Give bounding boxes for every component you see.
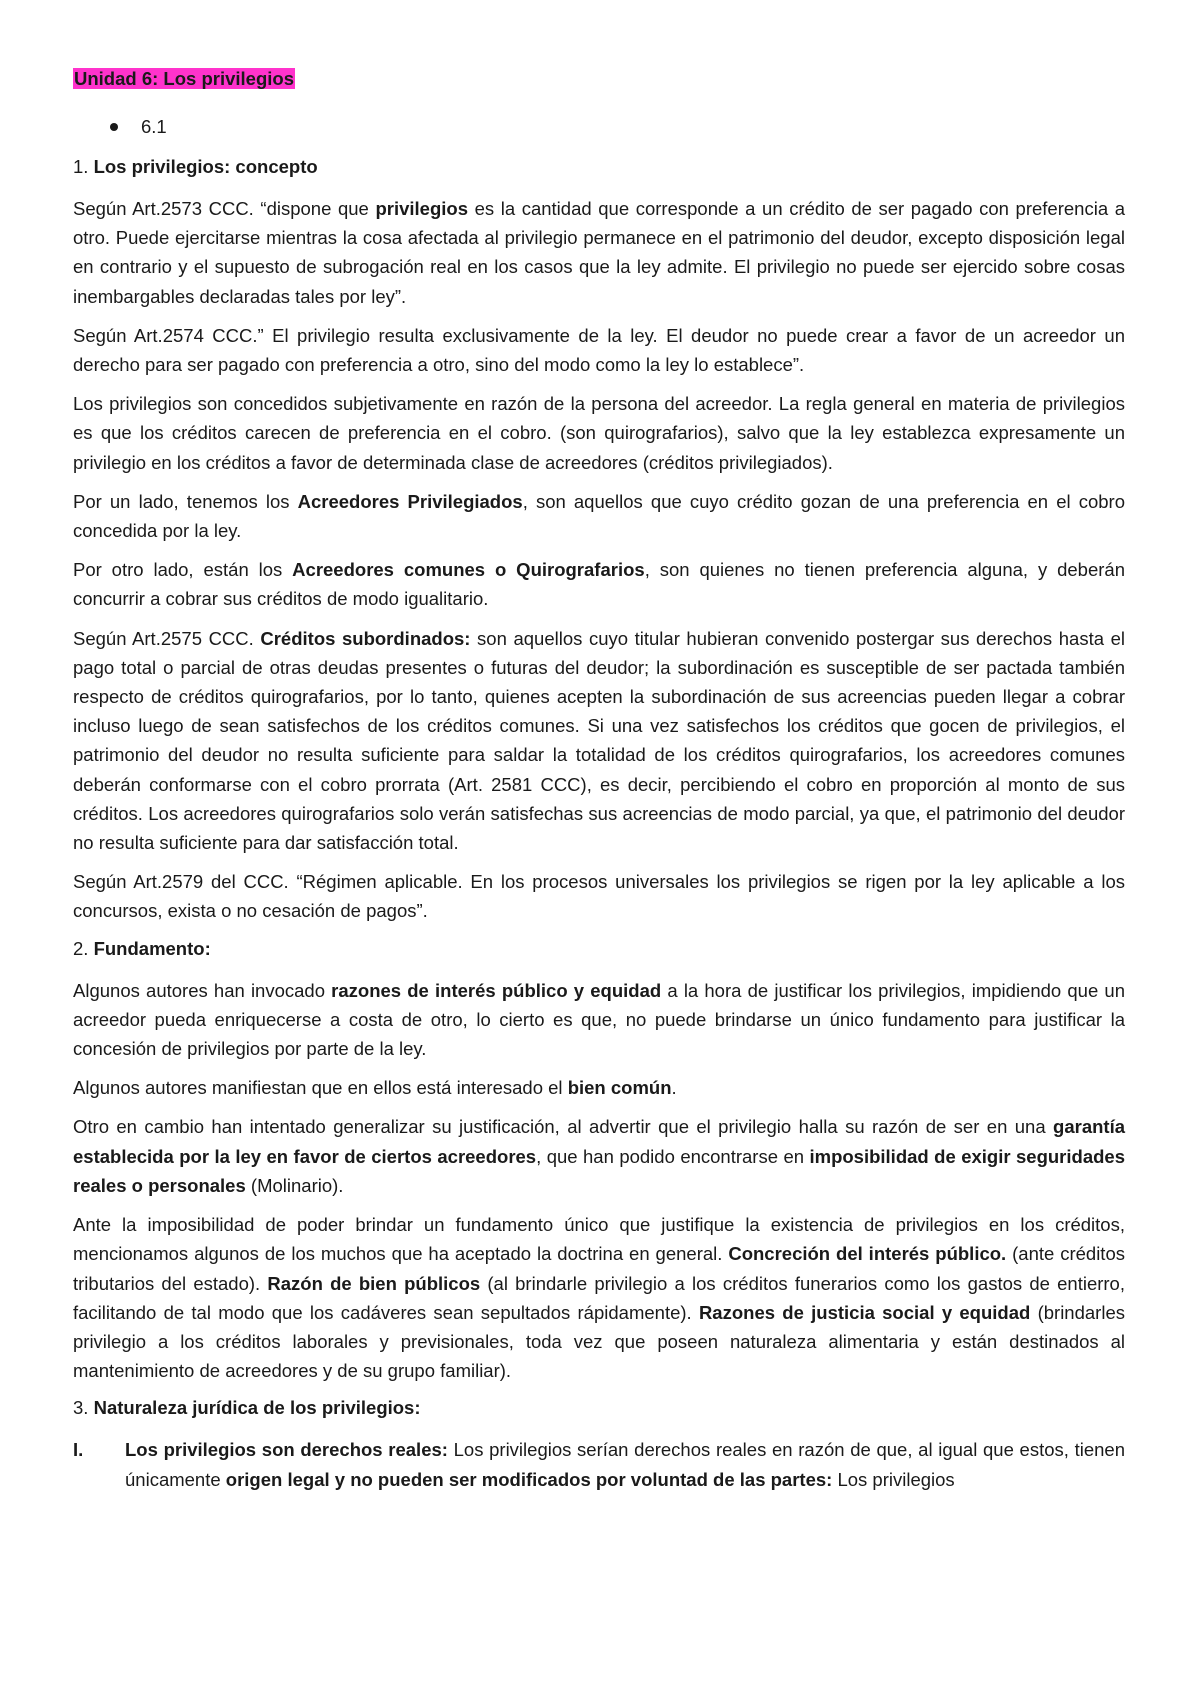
paragraph-subjective: Los privilegios son concedidos subjetivamente en razón de la persona del acreedor. La regla general en materia de privilegios es que los créditos carecen de preferencia en el cobro. (son quirografarios), salvo que la ley establezca expresamente un privilegio en los créditos a favor de determinada clase de acreedores (créditos privilegiados). [73,393,1125,473]
bold-term: Acreedores comunes o Quirografarios [292,559,645,581]
paragraph-art-2573 [73,194,1125,311]
text-run: Otro en cambio han intentado generalizar su justificación, al advertir que el privilegio halla su razón de ser en una [73,1116,1054,1138]
text-run: , son quienes no tienen preferencia alguna, y deberán concurrir a cobrar sus créditos de modo igualitario. [73,559,1125,610]
roman-numeral: I. [73,1439,84,1461]
bullet-item [73,114,1125,140]
text-run: (al brindarle privilegio a los créditos funerarios como los gastos de entierro, facilitando de tal modo que los cadáveres sean sepultados rápidamente). [73,1272,1125,1323]
paragraph-common-creditors [73,555,1125,613]
section-heading-naturaleza [73,1395,1125,1421]
text-run: Según Art.2573 CCC. “dispone que [73,198,376,219]
section-number: 3. [73,1397,94,1419]
text-run: Por otro lado, están los [73,559,293,581]
bold-term: origen legal y no pueden ser modificados por voluntad de las partes: [225,1468,833,1490]
roman-list-item [73,1435,1125,1493]
bold-term: Razones de justicia social y equidad [698,1301,1031,1323]
bold-term: Concreción del interés público. [728,1243,1007,1265]
section-number: 2. [73,937,94,959]
text-run: , son aquellos que cuyo crédito gozan de una preferencia en el cobro concedida por la ley. [73,490,1125,542]
paragraph-art-2579: Según Art.2579 del CCC. “Régimen aplicable. En los procesos universales los privilegios se rigen por la ley aplicable a los concursos, exista o no cesación de pagos”. [73,871,1125,922]
bold-term: privilegios [375,198,468,219]
unit-title [73,66,1125,92]
paragraph-bien-comun [73,1073,1125,1102]
section-title: Los privilegios: concepto [93,156,318,177]
text-run: Los privilegios serían derechos reales en razón de que, al igual que estos, tienen únicamente [125,1439,1125,1490]
paragraph-garantia [73,1112,1125,1200]
paragraph-art-2575 [73,624,1125,858]
unit-title-highlight: Unidad 6: Los privilegios [74,68,294,89]
text-run: Los privilegios [832,1468,955,1490]
section-heading-concept [73,154,1125,180]
text-run: Según Art.2575 CCC. [73,627,261,649]
text-run: , que han podido encontrarse en [536,1145,810,1167]
bullet-label: 6.1 [141,116,167,137]
paragraph-fundamentos-doctrina [73,1210,1125,1385]
text-run: a la hora de justificar los privilegios, impidiendo que un acreedor pueda enriquecerse a costa de otro, lo cierto es que, no puede brindarse un único fundamento para justificar la concesión de privilegios por parte de la ley. [73,979,1125,1060]
bold-term: bien común [567,1077,672,1099]
bullet-dot-icon [110,123,118,131]
paragraph-privileged-creditors [73,487,1125,545]
section-title: Fundamento: [93,937,211,959]
text-run: . [671,1077,677,1099]
text-run: (ante créditos tributarios del estado). [73,1243,1125,1294]
section-title: Naturaleza jurídica de los privilegios: [93,1397,421,1419]
bold-term: Los privilegios son derechos reales: [125,1439,448,1461]
paragraph-interes-publico [73,976,1125,1064]
roman-item-text [125,1435,1125,1493]
section-number: 1. [73,156,94,177]
text-run: Algunos autores han invocado [73,979,332,1001]
bold-term: garantía establecida por la ley en favor de ciertos acreedores [73,1116,1125,1167]
text-run: Por un lado, tenemos los [73,490,298,512]
bold-term: Acreedores Privilegiados [297,490,523,512]
bold-term: Créditos subordinados: [260,627,471,649]
section-heading-fundamento [73,936,1125,962]
text-run: son aquellos cuyo titular hubieran convenido postergar sus derechos hasta el pago total o parcial de otras deudas presentes o futuras del deudor; la subordinación es susceptible de ser pactada también respecto de créditos quirografarios, por lo tanto, quienes acepten la subordinación de sus acreencias pueden llegar a cobrar incluso luego de sean satisfechos de los créditos comunes. Si una vez satisfechos los créditos que gocen de privilegios, el patrimonio del deudor no resulta suficiente para saldar la totalidad de los créditos quirografarios, los acreedores comunes deberán conformarse con el cobro prorrata (Art. 2581 CCC), es decir, percibiendo el cobro en proporción al monto de sus créditos. Los acreedores quirografarios solo verán satisfechas sus acreencias de modo parcial, ya que, el patrimonio del deudor no resulta suficiente para dar satisfacción total. [73,627,1125,854]
text-run: (Molinario). [245,1174,344,1196]
text-run: Algunos autores manifiestan que en ellos está interesado el [73,1077,568,1099]
paragraph-art-2574: Según Art.2574 CCC.” El privilegio resulta exclusivamente de la ley. El deudor no puede crear a favor de un acreedor un derecho para ser pagado con preferencia a otro, sino del modo como la ley lo establece”. [73,324,1125,376]
text-run: Ante la imposibilidad de poder brindar un fundamento único que justifique la existencia de privilegios en los créditos, mencionamos algunos de los muchos que ha aceptado la doctrina en general. [73,1214,1125,1265]
bold-term: imposibilidad de exigir seguridades reales o personales [73,1145,1125,1196]
text-run: (brindarles privilegio a los créditos laborales y previsionales, toda vez que poseen naturaleza alimentaria y están destinados al mantenimiento de acreedores y de su grupo familiar). [73,1301,1125,1382]
bold-term: Razón de bien públicos [267,1272,481,1294]
bold-term: razones de interés público y equidad [331,979,662,1001]
text-run: es la cantidad que corresponde a un crédito de ser pagado con preferencia a otro. Puede ejercitarse mientras la cosa afectada al privilegio permanece en el patrimonio del deudor, excepto disposición legal en contrario y el supuesto de subrogación real en los casos que la ley admite. El privilegio no puede ser ejercido sobre cosas inembargables declaradas tales por ley”. [73,198,1125,307]
